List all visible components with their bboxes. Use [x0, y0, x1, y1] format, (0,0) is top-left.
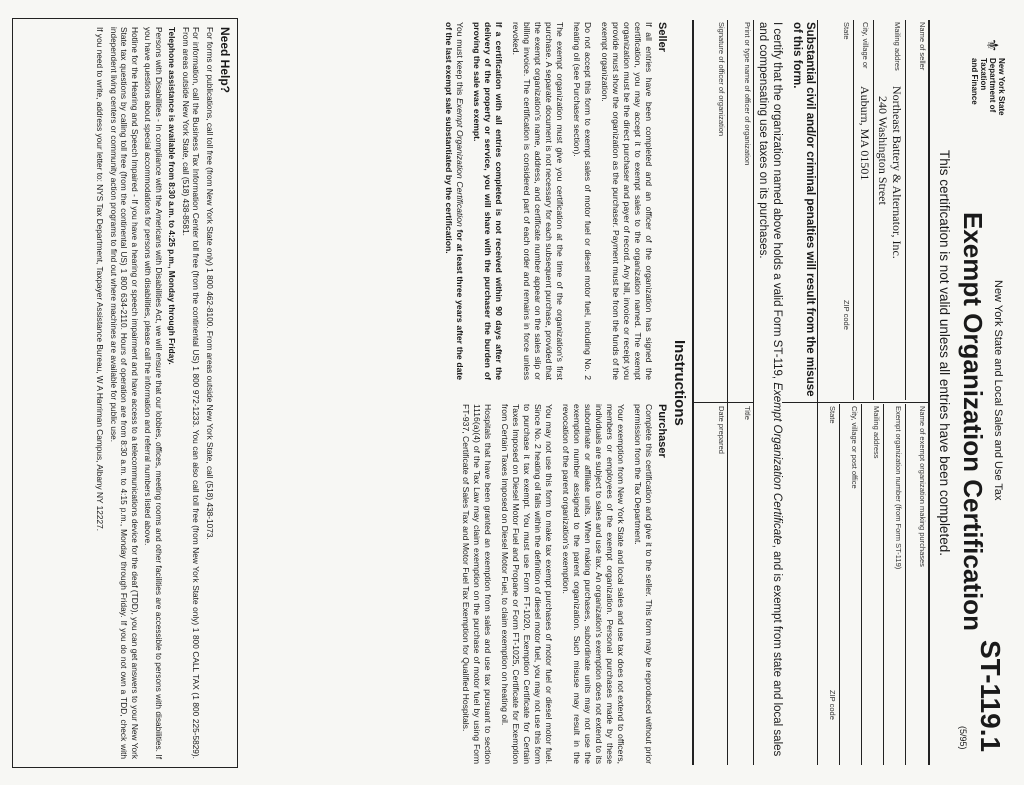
form-title: Exempt Organization Certification — [958, 212, 988, 631]
org-name-label: Name of exempt organization making purchases — [918, 406, 927, 567]
help-paragraph: If you need to write, address your letter to: NYS Tax Department, Taxpayer Assistance Bureau, W A Harriman Campus, Albany NY 12227. — [95, 27, 106, 532]
org-mailing-label: Mailing address — [872, 406, 881, 459]
row-rule — [873, 20, 874, 400]
date-label: Date prepared — [717, 406, 726, 454]
row-rule — [839, 404, 840, 765]
seller-city-value: Auburn, MA 01501 — [858, 86, 872, 181]
column-divider — [782, 402, 930, 403]
penalty-warning: Substantial civil and/or criminal penalties will result from the misuse of this form. — [791, 22, 816, 397]
help-paragraph: For information, call the Business Tax Information Center toll free (from the continental US) 1 800 972-1233. You can also call toll free (from New York State only) 1 800 CALL TAX (1 800 225-5829). From areas outside New York State, call (518) 438-8581. — [181, 27, 202, 759]
help-paragraph: Hotline for the Hearing and Speech Impaired - If you have a hearing or speech impairment and have access to a telecommunications device for the deaf (TDD), you can get answers to your New York State tax questions by calling toll free (from the continental US) 1 800 634-2110. Hours of operation are from 8:30 a.m. to 4:15 p.m., Monday through Friday. If you do not own a TDD, check with independent living centers or community action programs to find out where machines are available for public use. — [109, 27, 140, 759]
row-rule — [853, 20, 854, 400]
seller-name-label: Name of seller — [918, 22, 927, 71]
seller-paragraph: If all entries have been completed and an officer of the organization has signed the certification, you may accept it to exempt sales to the organization named. The exempt organization must be the direct purchaser and payer of record. Any bill, invoice or receipt you provide must show the organization as the purchaser. Payment must be from the funds of the exempt organization. — [600, 22, 654, 380]
seller-paragraph: The exempt organization must give you certification at the time of the organization's first purchase. A separate document is not necessary for each subsequent purchase, provided that the exempt organization's name, address, and certificate number appear on the sales slip or billing invoice. The certification is considered part of each order and remains in force unless revoked. — [511, 22, 565, 380]
purchaser-paragraph: You may not use this form to make tax exempt purchases of motor fuel or diesel motor fuel. Since No. 2 heating oil falls within the definition of diesel motor fuel, you may not use this form to purchase it tax exempt. You must use Form FT-1020, Exemption Certificate for Certain Taxes Imposed on Diesel Motor Fuel and Propane or Form FT-1025, Certificate for Exemption from Certain Taxes Imposed on Diesel Motor Fuel, to claim exemption on heating oil. — [500, 404, 554, 764]
print-name-label: Print or type name of officer of organization — [743, 22, 752, 166]
seller-address-line1: Northeast Battery & Alternator, Inc. — [890, 86, 904, 259]
signature-label: Signature of officer of organization — [717, 22, 726, 137]
seller-address-label: Mailing addres — [893, 22, 902, 71]
seller-instructions — [443, 22, 654, 380]
seller-zip-label: ZIP code — [842, 300, 851, 330]
purchaser-paragraph: Hospitals that have been granted an exemption from sales and use tax pursuant to section 1116(a)(4) of the Tax Law may claim exemption on the purchase of motor fuel by using Form FT-937, Certificate of Sales Tax and Motor Fuel Tax Exemption for Qualified Hospitals. — [461, 404, 493, 764]
org-state-label: State — [828, 406, 837, 424]
certification-statement: I certify that the organization named above holds a valid Form ST-119, Exempt Organization Certificate, and is exempt from state and local sales and compensating use taxes on its purchases. — [757, 22, 783, 757]
help-paragraph: For forms or publications, call toll free (from New York State only) 1 800 462-8100. From areas outside New York State, call (518) 438-1073. — [205, 27, 215, 540]
title-label: Title — [743, 406, 752, 420]
row-rule — [753, 20, 754, 765]
purchaser-paragraph: Complete this certification and give it to the seller. This form may be reproduced without prior permission from the Tax Department. — [633, 404, 654, 764]
form-number: ST-119.1 — [975, 640, 1006, 753]
org-number-label: Exempt organization number (from Form ST-119) — [894, 406, 903, 570]
org-city-label: City, village or post office — [850, 406, 859, 489]
help-paragraph: Persons with Disabilities - In compliance with the Americans with Disabilities Act, we will ensure that our lobbies, offices, meeting rooms and other facilities are accessible to persons with disabilities. If you have questions about special accommodations for persons with disabilities, please call the information and referral numbers listed above. — [143, 27, 164, 759]
seller-city-label: City, village or — [861, 22, 870, 69]
row-rule — [727, 20, 728, 765]
purchaser-instructions — [460, 404, 654, 764]
purchaser-paragraph: Your exemption from New York State and local sales and use tax does not extend to officers, members or employees of the exempt organization. Personal purchases made by these individuals are subject to sales and use tax. An organization's exemption does not extend to its subordinate or affiliate units. When making purchases, subordinate units may not use the exemption number assigned to the parent organization. Such misuse may result in the revocation of the parent organization's exemption. — [561, 404, 626, 764]
header-rule — [928, 20, 930, 765]
row-rule — [817, 20, 818, 765]
seller-heading: Seller — [656, 22, 668, 52]
seller-state-label: State — [842, 22, 851, 40]
help-paragraph: Telephone assistance is available from 8:30 a.m. to 4:25 p.m., Monday through Friday. — [167, 27, 178, 365]
instructions-heading: Instructions — [671, 340, 688, 426]
seller-paragraph: You must keep this Exempt Organization Certification for at least three years after the date of the last exempt sale substantiated by the certification. — [444, 22, 465, 380]
row-rule — [905, 20, 906, 400]
agency-block: New York State Department of Taxation and Finance — [970, 58, 1006, 116]
org-zip-label: ZIP code — [828, 690, 837, 720]
seal-icon: ⚜ — [983, 38, 1000, 53]
row-rule — [883, 404, 884, 765]
purchaser-heading: Purchaser — [656, 404, 668, 458]
row-rule — [905, 404, 906, 765]
row-rule — [861, 404, 862, 765]
seller-address-line2: 240 Washington Street — [876, 96, 890, 205]
subtitle: New York State and Local Sales and Use Tax — [992, 280, 1004, 501]
section-rule — [692, 20, 694, 765]
revision: (5/95) — [958, 726, 968, 750]
need-help-box — [12, 18, 238, 768]
validity-notice: This certification is not valid unless all entries have been completed. — [937, 150, 952, 556]
seller-paragraph: Do not accept this form to exempt sales of motor fuel or diesel motor fuel, including No. 2 heating oil (see Purchaser section). — [572, 22, 593, 380]
seller-paragraph: If a certification with all entries completed is not received within 90 days after the delivery of the property or service, you will share with the purchaser the burden of proving the sale was exempt. — [472, 22, 504, 380]
column-divider — [694, 402, 754, 403]
need-help-heading: Need Help? — [218, 27, 232, 94]
